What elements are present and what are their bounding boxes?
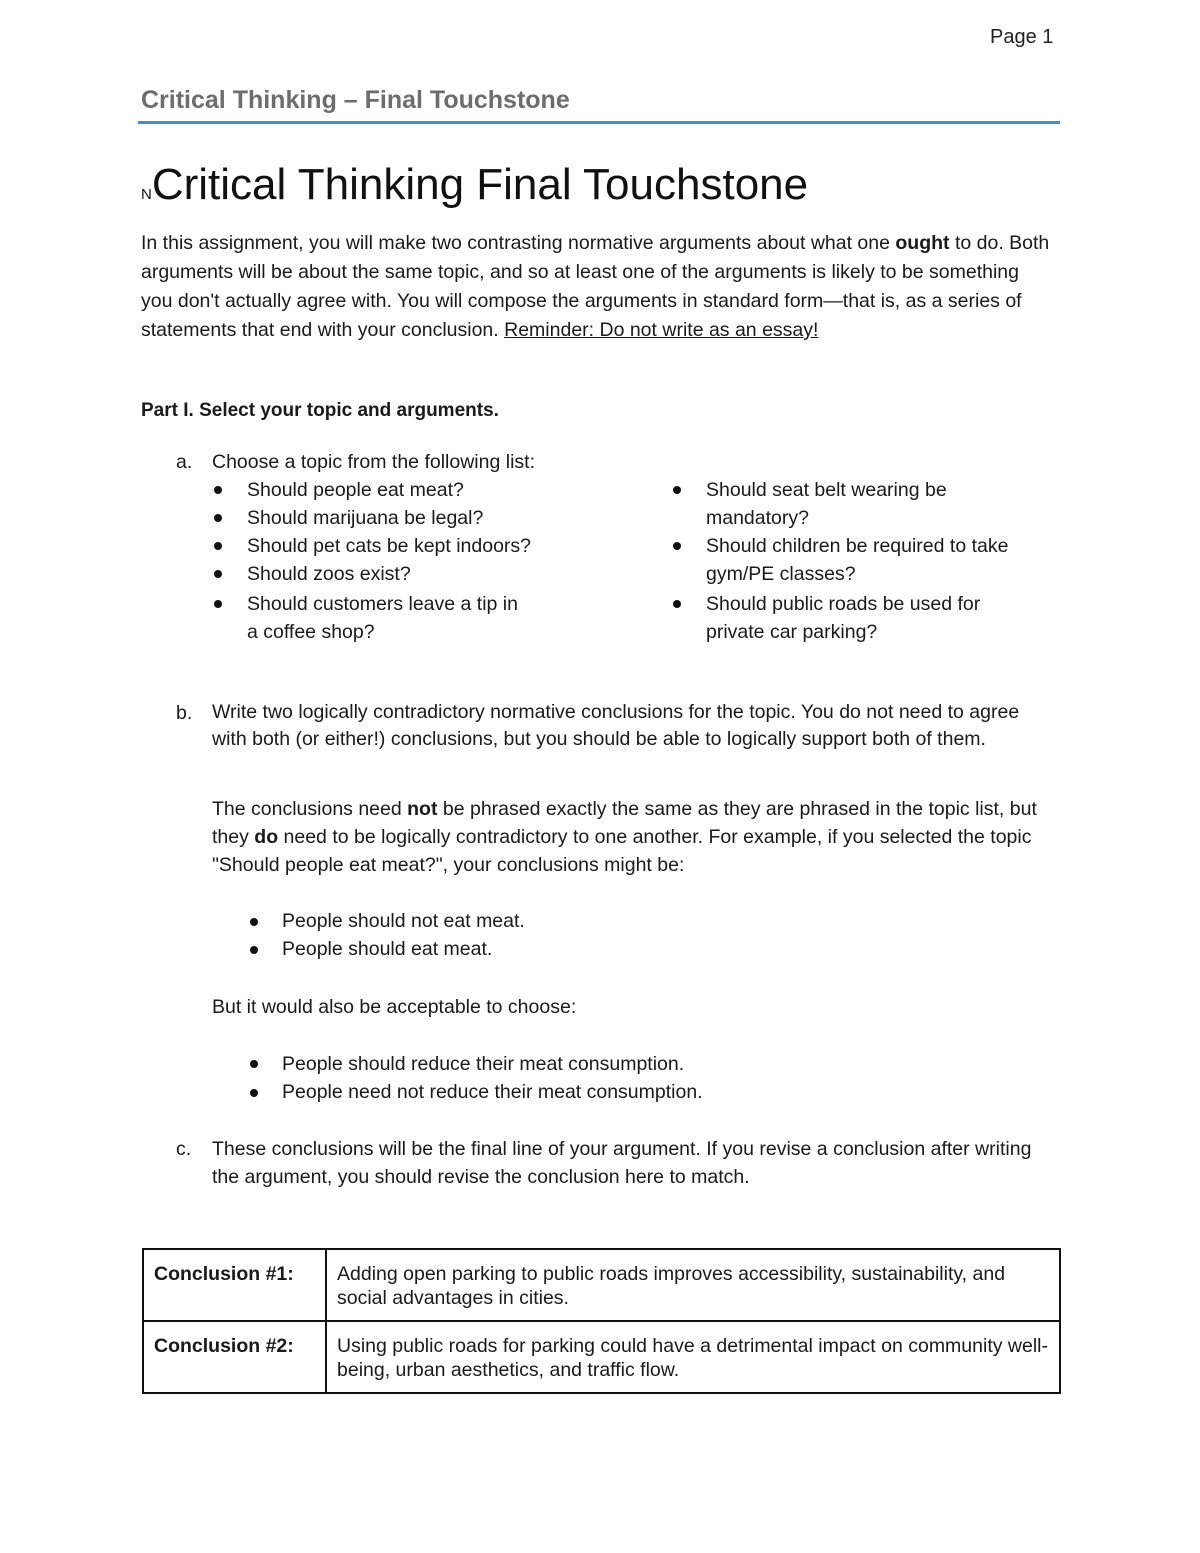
page-number: Page 1 (990, 26, 1054, 48)
document-title (141, 160, 808, 210)
conclusion-label: Conclusion #1: (143, 1249, 326, 1321)
conclusion-label: Conclusion #2: (143, 1321, 326, 1393)
bullet-icon (673, 542, 681, 550)
bullet-icon (250, 946, 258, 954)
bullet-icon (250, 1089, 258, 1097)
list-letter-a: a. (176, 451, 193, 473)
item-b-p2-text: be phrased exactly the same as they are phrased in the topic list, but they (212, 798, 1037, 848)
title-text: Critical Thinking Final Touchstone (151, 160, 809, 209)
topic-item: Should children be required to take (706, 535, 1009, 557)
topic-item: Should pet cats be kept indoors? (247, 535, 532, 557)
header-rule (138, 121, 1060, 124)
topic-item: Should seat belt wearing be (706, 479, 947, 501)
bullet-icon (673, 600, 681, 608)
topic-item: Should customers leave a tip in (247, 593, 518, 615)
bullet-icon (214, 542, 222, 550)
bullet-icon (214, 486, 222, 494)
topic-item-continued: a coffee shop? (247, 621, 375, 643)
topic-item: Should people eat meat? (247, 479, 464, 501)
intro-paragraph (141, 229, 1051, 345)
table-row (143, 1321, 1060, 1393)
topic-item-continued: private car parking? (706, 621, 878, 643)
intro-text-1: In this assignment, you will make two contrasting normative arguments about what one (141, 232, 896, 254)
item-b-bold-not: not (407, 798, 438, 820)
item-a-text: Choose a topic from the following list: (212, 451, 535, 473)
conclusions-table (142, 1248, 1061, 1394)
table-row (143, 1249, 1060, 1321)
list-letter-b: b. (176, 702, 193, 724)
item-b-also-text: But it would also be acceptable to choose: (212, 996, 577, 1018)
example-conclusion: People should eat meat. (282, 938, 493, 960)
intro-reminder: Reminder: Do not write as an essay! (504, 319, 819, 341)
topic-item: Should public roads be used for (706, 593, 981, 615)
header-title: Critical Thinking – Final Touchstone (141, 86, 570, 114)
bullet-icon (250, 1060, 258, 1068)
example-conclusion: People should not eat meat. (282, 910, 525, 932)
item-b-p2-text: The conclusions need (212, 798, 408, 820)
bullet-icon (214, 514, 222, 522)
title-marker: N (141, 186, 152, 203)
bullet-icon (214, 600, 222, 608)
example-conclusion: People should reduce their meat consumption. (282, 1053, 685, 1075)
topic-item: Should marijuana be legal? (247, 507, 484, 529)
topic-item-continued: gym/PE classes? (706, 563, 856, 585)
topic-item: Should zoos exist? (247, 563, 411, 585)
bullet-icon (250, 918, 258, 926)
intro-bold: ought (895, 232, 950, 254)
item-b-text: Write two logically contradictory normative conclusions for the topic. You do not need to agree with both (or either!) conclusions, but you should be able to logically support both of them. (212, 701, 1020, 750)
part-heading: Part I. Select your topic and arguments. (141, 400, 499, 421)
bullet-icon (673, 486, 681, 494)
conclusion-text[interactable]: Using public roads for parking could have a detrimental impact on community well-being, urban aesthetics, and traffic flow. (326, 1321, 1060, 1393)
item-b-p2-text: need to be logically contradictory to one another. For example, if you selected the topic "Should people eat meat?", your conclusions might be: (212, 826, 1032, 876)
example-conclusion: People need not reduce their meat consumption. (282, 1081, 703, 1103)
item-c-text: These conclusions will be the final line of your argument. If you revise a conclusion after writing the argument, you should revise the conclusion here to match. (212, 1138, 1032, 1188)
item-b-bold-do: do (254, 826, 279, 848)
bullet-icon (214, 570, 222, 578)
item-b-paragraph-2 (212, 795, 1057, 879)
intro-text-2: to do. Both arguments will be about the same topic, and so at least one of the arguments is likely to be something you don't actually agree with. You will compose the arguments in standard form—that is, as a series of statements that end with your conclusion. (141, 232, 1050, 341)
topic-item-continued: mandatory? (706, 507, 809, 529)
list-letter-c: c. (176, 1138, 192, 1160)
conclusion-text[interactable]: Adding open parking to public roads improves accessibility, sustainability, and social advantages in cities. (326, 1249, 1060, 1321)
